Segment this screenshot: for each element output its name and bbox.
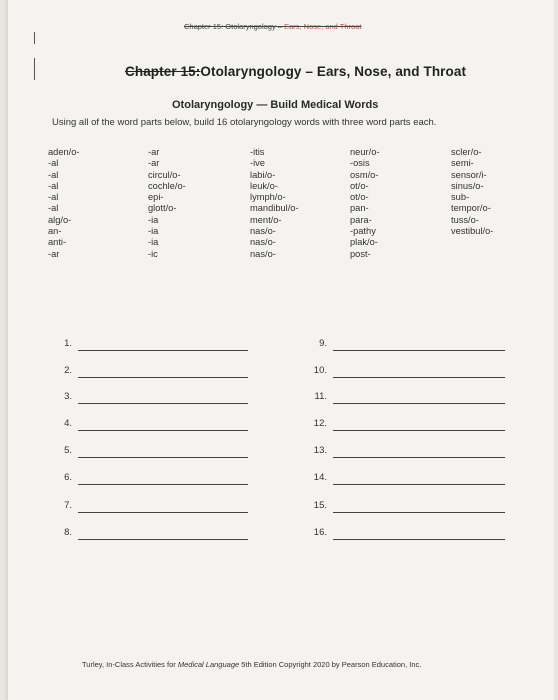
word-part: -ive [250,158,265,169]
word-part: neur/o- [350,147,380,157]
exercise-title: Otolaryngology — Build Medical Words [172,99,379,111]
word-parts-column-2 [148,147,186,260]
word-part: ot/o- [350,180,369,191]
chapter-label: Chapter 15: [125,64,201,79]
word-part: sinus/o- [451,180,484,191]
word-parts-column-4 [350,147,379,260]
word-part: -ia [148,214,159,225]
word-part: -ia [148,237,159,248]
answer-number: 3. [64,391,72,402]
word-part: -ar [148,147,160,157]
margin-mark [34,58,35,80]
word-part: glott/o- [148,203,177,214]
word-part: -ia [148,226,159,237]
answer-number: 6. [64,472,72,483]
word-part: osm/o- [350,169,379,180]
word-part: an- [48,226,62,237]
word-part: vestibul/o- [451,226,494,237]
word-part: ot/o- [350,192,369,203]
answer-number: 15. [313,500,327,511]
word-part: -itis [250,147,265,157]
word-part: ment/o- [250,214,282,225]
word-part: pan- [350,203,369,214]
word-part: anti- [48,237,67,248]
word-part: plak/o- [350,237,378,248]
margin-mark [34,32,35,44]
footer-prefix: Turley, In-Class Activities for [82,660,178,669]
word-part: scler/o- [451,147,482,157]
word-part: sub- [451,192,470,203]
word-part: semi- [451,158,474,169]
answer-blank-line[interactable] [333,457,505,458]
word-part: -al [48,169,59,180]
word-part: leuk/o- [250,180,278,191]
answer-number: 16. [313,527,327,538]
answer-number: 1. [64,338,72,349]
word-part: alg/o- [48,214,72,225]
answer-number: 9. [319,338,327,349]
running-head: Chapter 15: Otolaryngology – Ears, Nose, and Throat [184,22,362,31]
word-part: para- [350,214,372,225]
answer-blank-line[interactable] [78,512,248,513]
answer-number: 10. [313,365,327,376]
answer-blank-line[interactable] [333,403,505,404]
word-part: -ic [148,248,158,259]
answer-blank-line[interactable] [333,377,505,378]
word-parts-column-3 [250,147,299,260]
word-part: nas/o- [250,248,276,259]
word-part: aden/o- [48,147,80,157]
word-part: epi- [148,192,164,203]
word-part: circul/o- [148,169,181,180]
footer-book-title: Medical Language [177,660,240,669]
chapter-title [125,64,466,79]
answer-blank-line[interactable] [333,512,505,513]
word-part: -osis [350,158,370,169]
running-head-prefix: Chapter 15: Otolaryngology [184,22,276,31]
answer-number: 5. [64,445,72,456]
answer-blank-line[interactable] [78,457,248,458]
word-part: post- [350,248,371,259]
word-part: -al [48,180,59,191]
word-part: cochle/o- [148,180,186,191]
answer-blank-line[interactable] [78,484,248,485]
word-parts-column-1 [48,147,80,260]
word-part: -pathy [350,226,376,237]
exercise-instructions: Using all of the word parts below, build 16 otolaryngology words with three word parts each. [52,117,437,128]
word-part: sensor/i- [451,169,487,180]
answer-blank-line[interactable] [78,430,248,431]
answer-number: 14. [313,472,327,483]
word-part: nas/o- [250,237,276,248]
word-part: -al [48,158,59,169]
word-part: -al [48,192,59,203]
answer-number: 2. [64,365,72,376]
word-parts-column-5 [451,147,493,237]
answer-blank-line[interactable] [333,350,505,351]
answer-blank-line[interactable] [333,539,505,540]
word-part: mandibul/o- [250,203,299,214]
answer-number: 13. [313,445,327,456]
word-part: -ar [148,158,160,169]
chapter-title-text: Otolaryngology – Ears, Nose, and Throat [200,64,467,79]
answer-blank-line[interactable] [78,539,248,540]
word-part: tempor/o- [451,203,491,214]
word-part: nas/o- [250,226,276,237]
answer-number: 7. [64,500,72,511]
answer-blank-line[interactable] [78,377,248,378]
answer-number: 8. [64,527,72,538]
footer-suffix: 5th Edition Copyright 2020 by Pearson Education, Inc. [239,660,422,669]
answer-blank-line[interactable] [333,484,505,485]
word-part: -ar [48,248,60,259]
answer-number: 4. [64,418,72,429]
answer-number: 12. [313,418,327,429]
copyright-footer [82,660,421,669]
word-part: labi/o- [250,169,276,180]
running-head-suffix: Ears, Nose, and Throat [284,22,362,31]
answer-blank-line[interactable] [333,430,505,431]
word-part: tuss/o- [451,214,479,225]
answer-number: 11. [314,391,327,402]
word-part: -al [48,203,59,214]
answer-blank-line[interactable] [78,350,248,351]
answer-blank-line[interactable] [78,403,248,404]
word-part: lymph/o- [250,192,286,203]
